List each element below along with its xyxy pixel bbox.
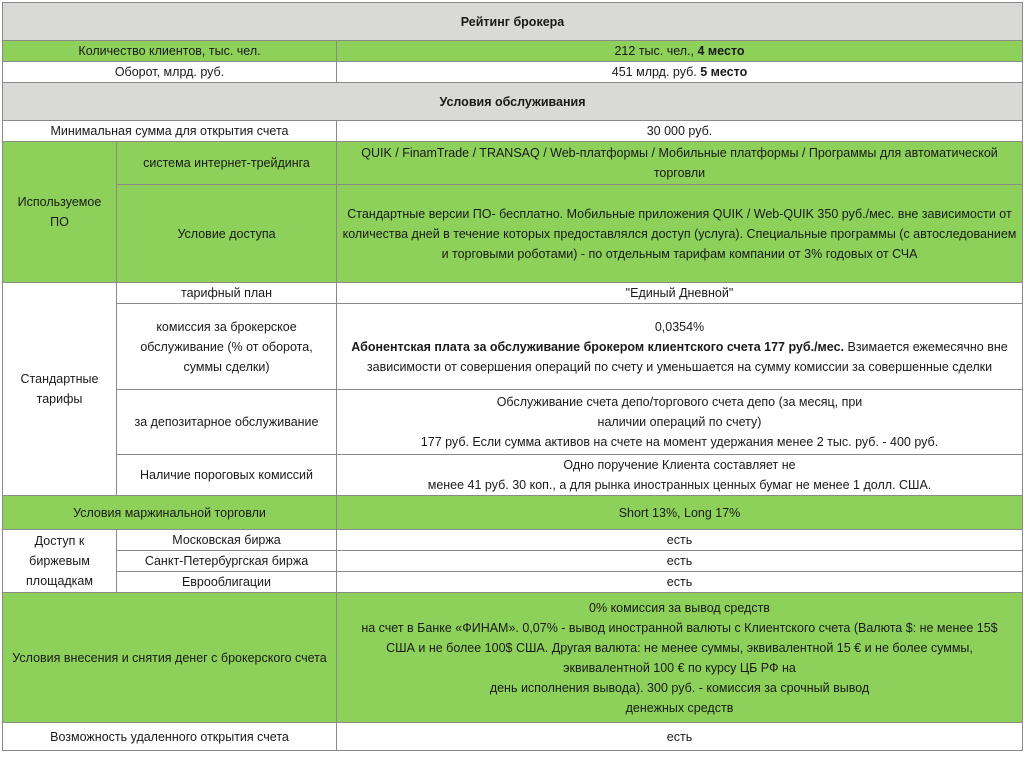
row-tariff-commission (3, 304, 1023, 390)
clients-label: Количество клиентов, тыс. чел. (3, 41, 337, 62)
row-tariff-threshold (3, 455, 1023, 496)
exchange-name: Еврооблигации (117, 572, 337, 593)
row-tariff-depo (3, 390, 1023, 455)
exchange-value: есть (337, 572, 1023, 593)
row-clients (3, 41, 1023, 62)
depo-value: Обслуживание счета депо/торгового счета депо (за месяц, при наличии операций по счету) 177 руб. Если сумма активов на счете на момент удержания менее 2 тыс. руб. - 400 руб. (337, 390, 1023, 455)
min-sum-value: 30 000 руб. (337, 121, 1023, 142)
section-title-rating: Рейтинг брокера (3, 3, 1023, 41)
commission-label: комиссия за брокерское обслуживание (% от оборота, суммы сделки) (117, 304, 337, 390)
section-header-rating (3, 3, 1023, 41)
deposit-value: 0% комиссия за вывод средств на счет в Банке «ФИНАМ». 0,07% - вывод иностранной валюты с Клиентского счета (Валюта $: не менее 15$ США и не более 100$ США. Другая валюта: не менее суммы, эквивалентной 15 € и не более суммы, эквивалентной 100 € по курсу ЦБ РФ на день исполнения вывода). 300 руб. - комиссия за срочный вывод денежных средств (337, 593, 1023, 723)
row-min-sum (3, 121, 1023, 142)
row-exchange-eurobonds (3, 572, 1023, 593)
min-sum-label: Минимальная сумма для открытия счета (3, 121, 337, 142)
exchange-name: Санкт-Петербургская биржа (117, 551, 337, 572)
tariff-plan-value: "Единый Дневной" (337, 283, 1023, 304)
remote-label: Возможность удаленного открытия счета (3, 723, 337, 751)
depo-label: за депозитарное обслуживание (117, 390, 337, 455)
turnover-value: 451 млрд. руб. 5 место (337, 62, 1023, 83)
commission-rate: 0,0354% (654, 319, 705, 334)
margin-value: Short 13%, Long 17% (337, 496, 1023, 530)
commission-value (337, 304, 1023, 390)
row-exchange-spb (3, 551, 1023, 572)
software-access-label: Условие доступа (117, 185, 337, 283)
exchange-value: есть (337, 530, 1023, 551)
threshold-value: Одно поручение Клиента составляет не менее 41 руб. 30 коп., а для рынка иностранных ценных бумаг не менее 1 долл. США. (337, 455, 1023, 496)
deposit-label: Условия внесения и снятия денег с брокерского счета (3, 593, 337, 723)
software-access-value: Стандартные версии ПО- бесплатно. Мобильные приложения QUIK / Web-QUIK 350 руб./мес. вне зависимости от количества дней в течение которых предоставлялся доступ (услуга). Специальные программы (с автоследованием и торговыми роботами) - по отдельным тарифам компании от 3% годовых от СЧА (337, 185, 1023, 283)
remote-value: есть (337, 723, 1023, 751)
exchange-value: есть (337, 551, 1023, 572)
tariff-plan-label: тарифный план (117, 283, 337, 304)
row-exchange-moex (3, 530, 1023, 551)
exchanges-label: Доступ к биржевым площадкам (3, 530, 117, 593)
software-system-value: QUIK / FinamTrade / TRANSAQ / Web-платформы / Мобильные платформы / Программы для автоматической торговли (337, 142, 1023, 185)
row-remote (3, 723, 1023, 751)
row-software-system (3, 142, 1023, 185)
section-header-service (3, 83, 1023, 121)
broker-conditions-table (2, 2, 1023, 751)
commission-detail: Абонентская плата за обслуживание брокером клиентского счета 177 руб./мес. Взимается ежемесячно вне зависимости от совершения операций по счету и уменьшается на сумму комиссии за совершенные сделки (351, 339, 1008, 374)
row-software-access (3, 185, 1023, 283)
section-title-service: Условия обслуживания (3, 83, 1023, 121)
tariffs-label: Стандартные тарифы (3, 283, 117, 496)
exchange-name: Московская биржа (117, 530, 337, 551)
row-margin (3, 496, 1023, 530)
row-deposit (3, 593, 1023, 723)
turnover-label: Оборот, млрд. руб. (3, 62, 337, 83)
software-system-label: система интернет-трейдинга (117, 142, 337, 185)
clients-value: 212 тыс. чел., 4 место (337, 41, 1023, 62)
row-tariff-plan (3, 283, 1023, 304)
threshold-label: Наличие пороговых комиссий (117, 455, 337, 496)
margin-label: Условия маржинальной торговли (3, 496, 337, 530)
software-label: Используемое ПО (3, 142, 117, 283)
row-turnover (3, 62, 1023, 83)
